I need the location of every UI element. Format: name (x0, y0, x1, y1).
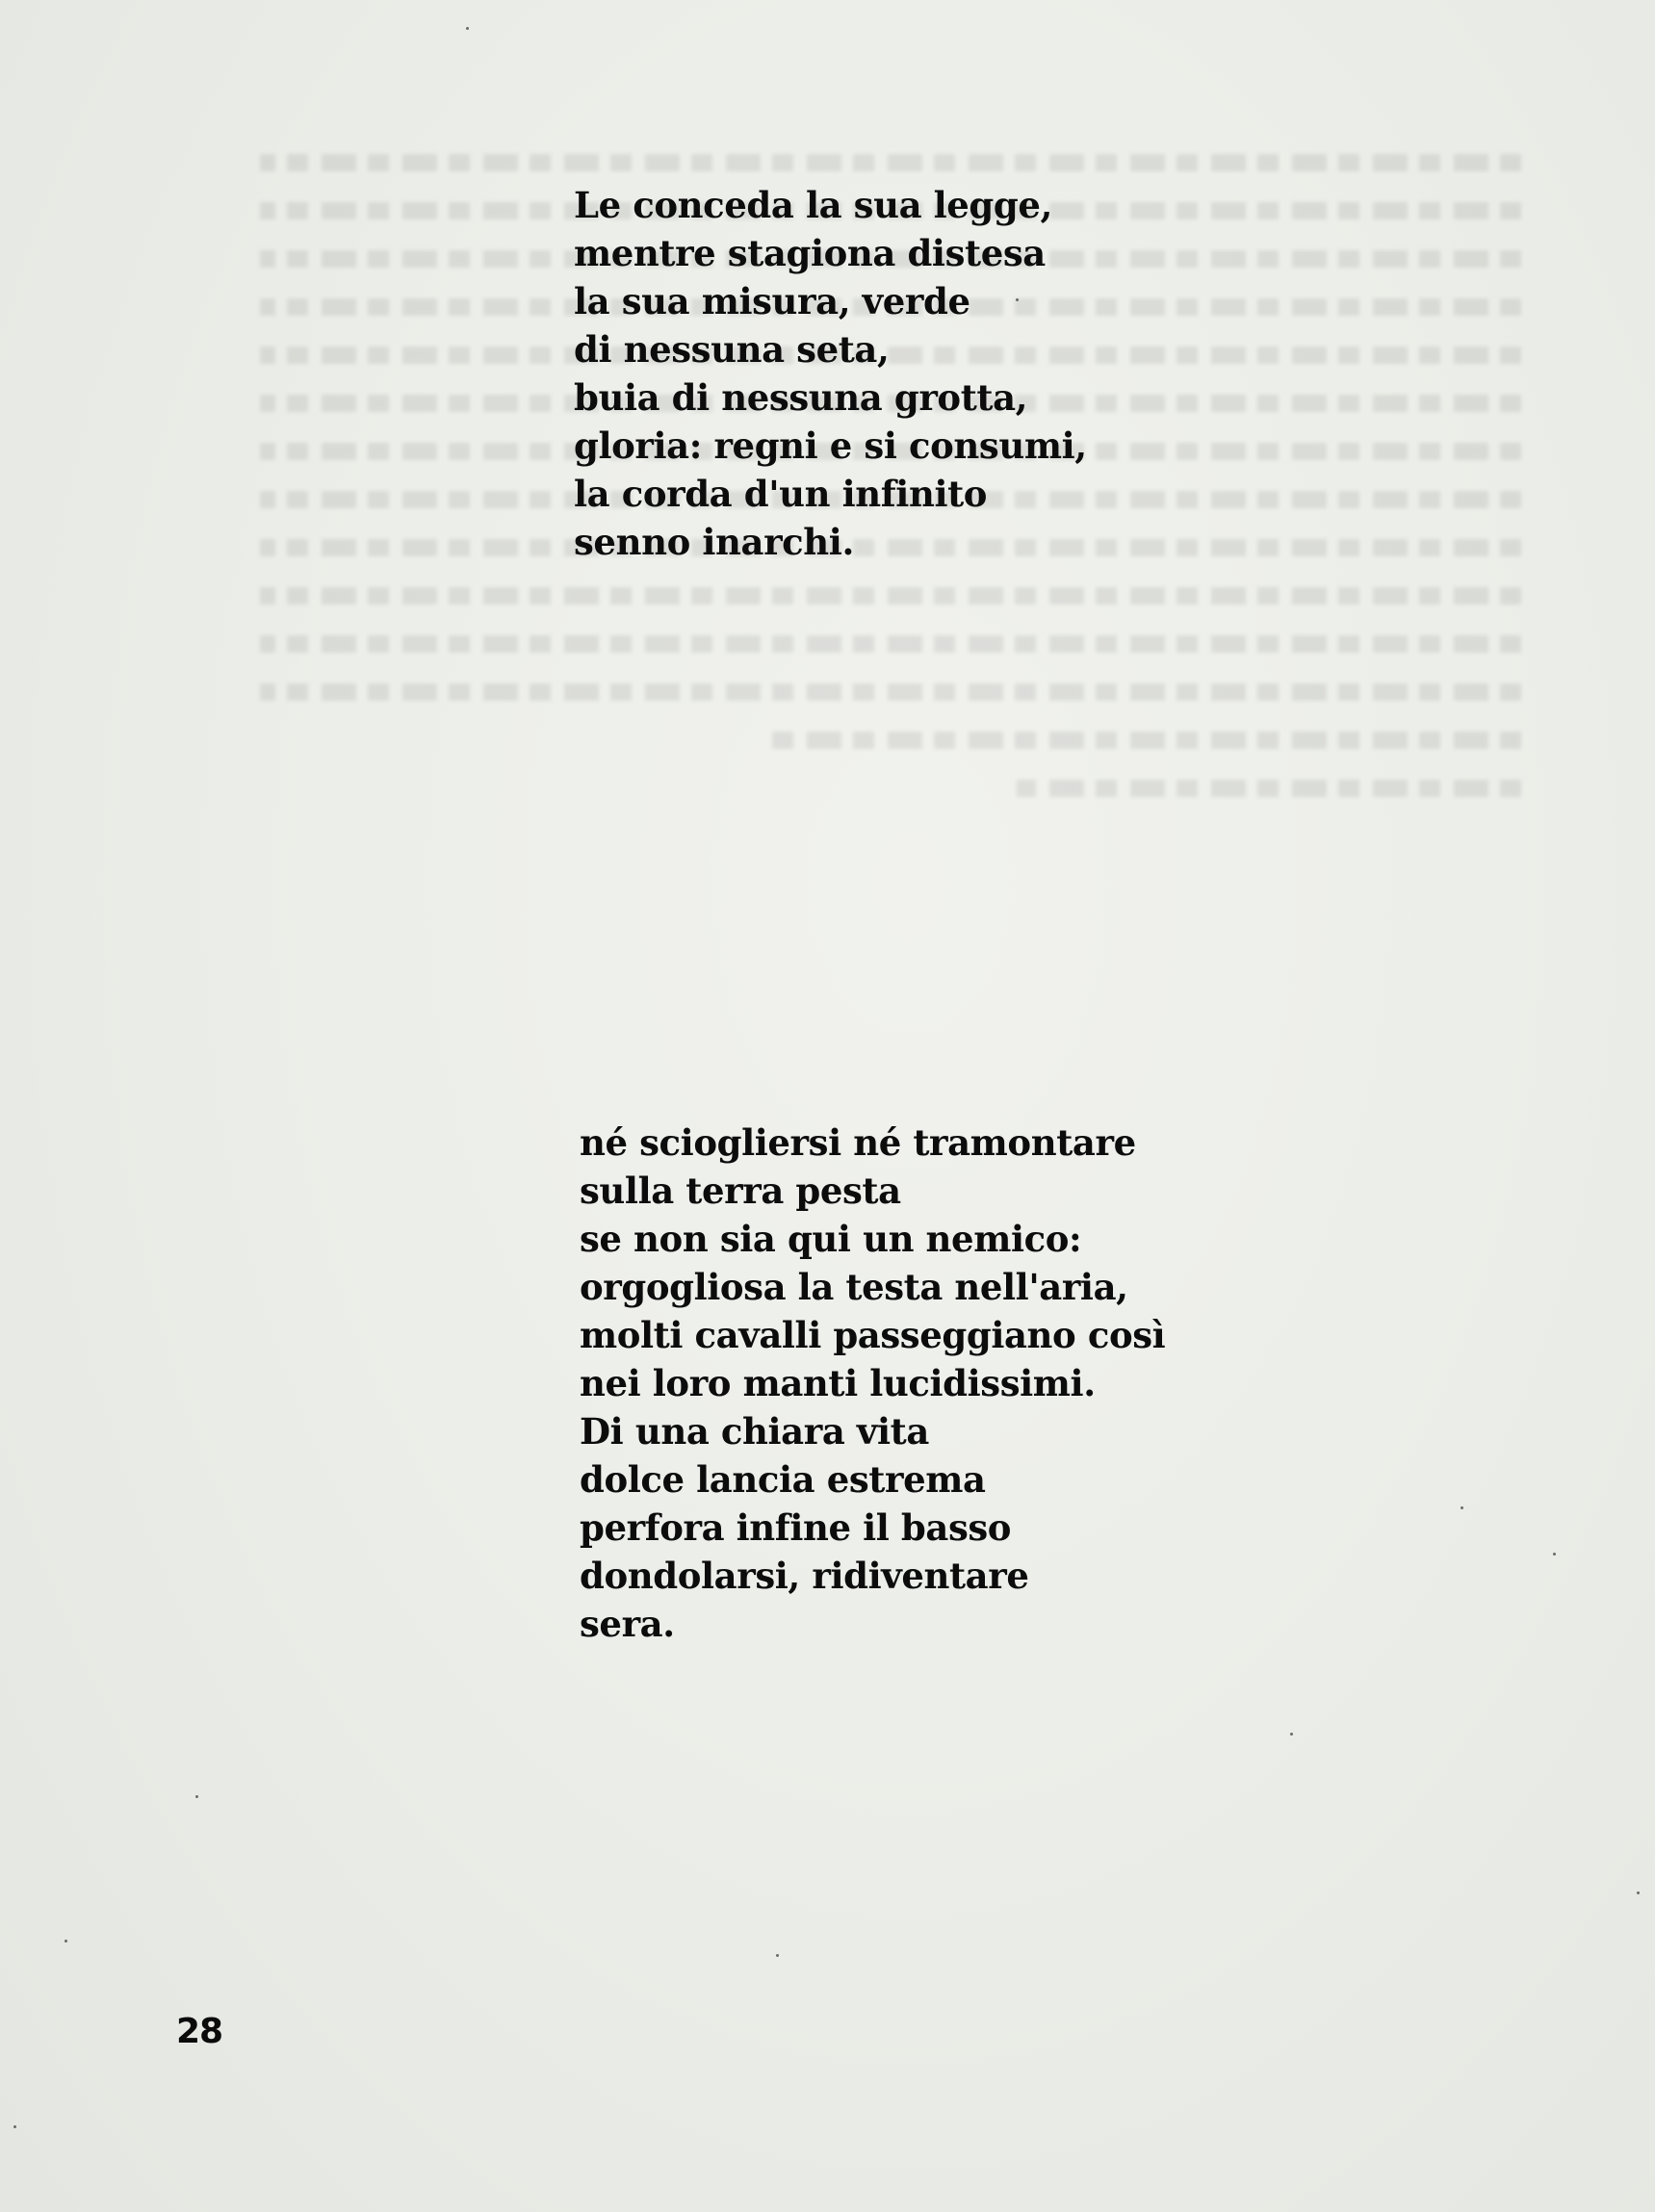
poem-line: Le conceda la sua legge, (574, 184, 1053, 226)
paper-speck (1461, 1506, 1463, 1509)
paper-speck (195, 1795, 198, 1798)
poem-line: buia di nessuna grotta, (574, 376, 1028, 419)
poem-line: dondolarsi, ridiventare (580, 1555, 1029, 1597)
poem-line: senno inarchi. (574, 521, 854, 563)
poem-line: se non sia qui un nemico: (580, 1218, 1082, 1260)
page-number: 28 (176, 2012, 223, 2051)
poem-line: Di una chiara vita (580, 1410, 929, 1453)
paper-speck (1290, 1733, 1293, 1736)
poem-line: orgogliosa la testa nell'aria, (580, 1266, 1128, 1308)
paper-speck (776, 1954, 779, 1957)
paper-speck (1553, 1553, 1556, 1556)
poem-line: molti cavalli passeggiano così (580, 1314, 1166, 1356)
poem-line: dolce lancia estrema (580, 1458, 986, 1501)
paper-speck (13, 2125, 16, 2128)
poem-line: di nessuna seta, (574, 328, 890, 371)
poem-line: mentre stagiona distesa (574, 232, 1046, 274)
paper-speck (1637, 1891, 1640, 1894)
poem-stanza-bottom (580, 1119, 1165, 1648)
poem-line: né sciogliersi né tramontare (580, 1121, 1136, 1164)
poem-line: nei loro manti lucidissimi. (580, 1362, 1096, 1404)
poem-line: la sua misura, verde (574, 280, 970, 322)
poem-line: sera. (580, 1603, 675, 1645)
paper-speck (65, 1940, 67, 1942)
paper-speck (466, 27, 469, 30)
poem-line: la corda d'un infinito (574, 473, 988, 515)
poem-line: sulla terra pesta (580, 1170, 901, 1212)
poem-stanza-top (574, 181, 1087, 566)
poem-line: gloria: regni e si consumi, (574, 424, 1087, 467)
poem-line: perfora infine il basso (580, 1506, 1012, 1549)
